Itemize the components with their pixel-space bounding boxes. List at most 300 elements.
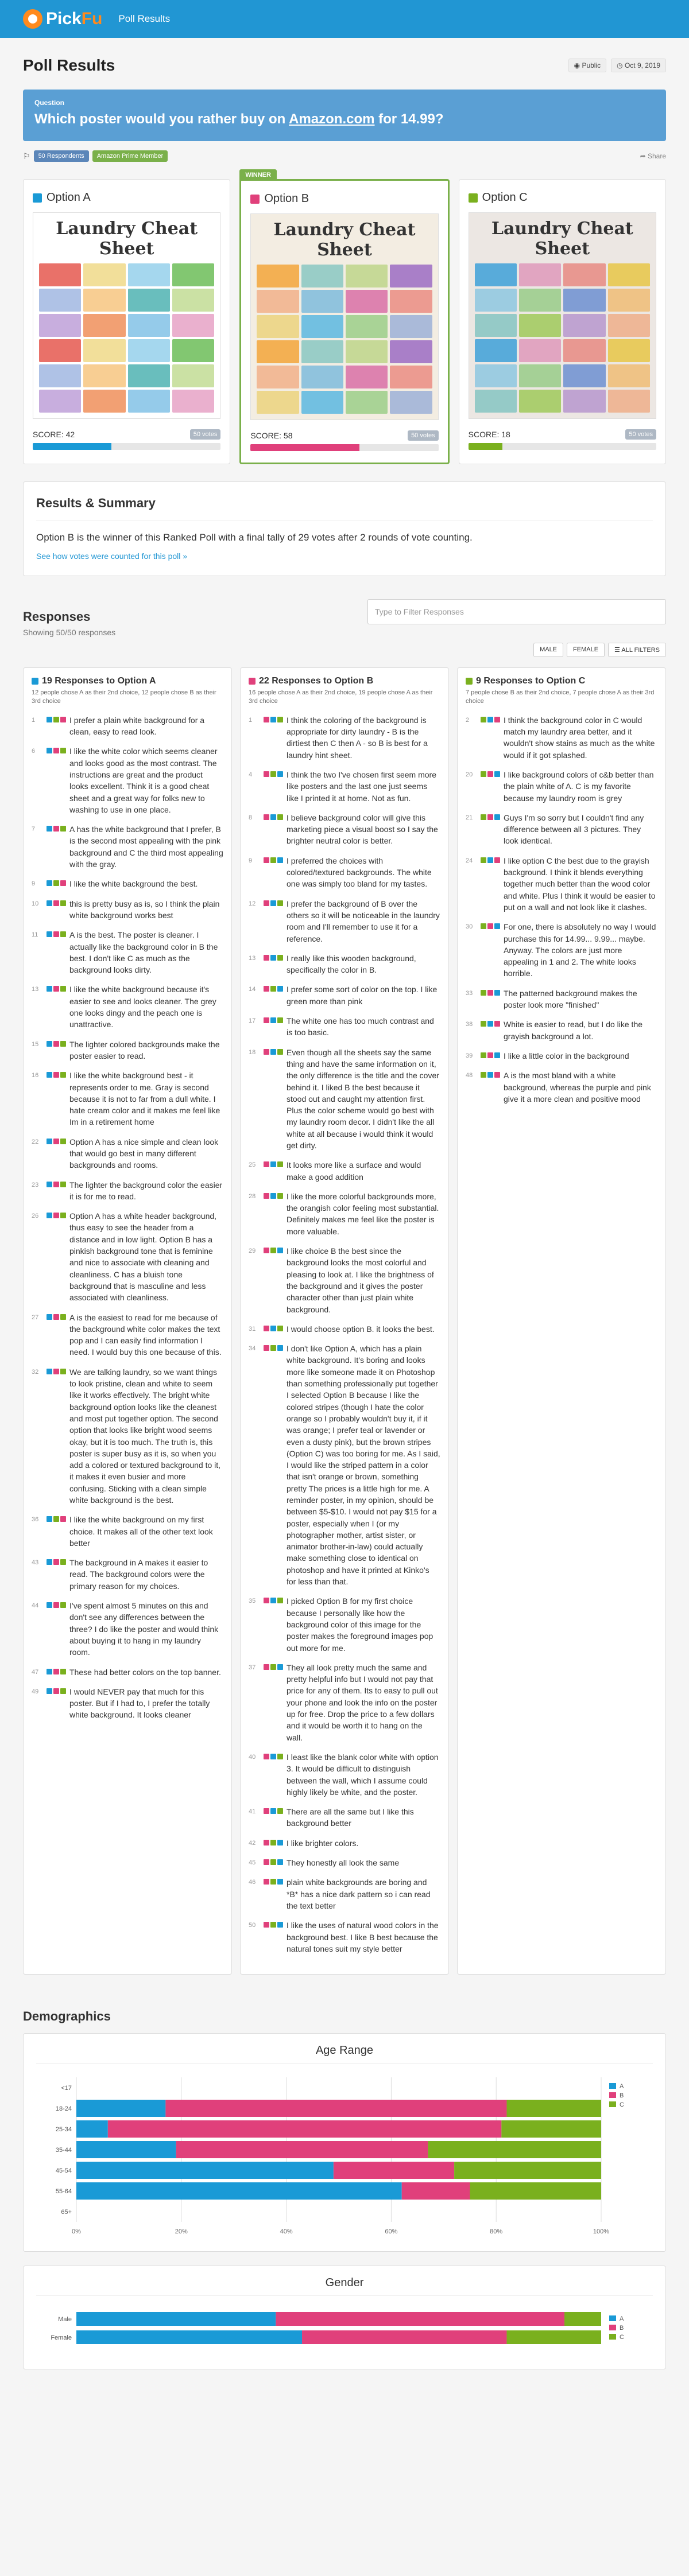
rank-swatch — [270, 1808, 276, 1814]
response-text: For one, there is absolutely no way I would purchase this for 14.99... 9.99... maybe. Anyway. The colors are just more appealing in 1 and 2. The white looks horrible. — [504, 922, 656, 978]
rank-swatch — [277, 1879, 283, 1885]
response-item — [249, 1015, 440, 1039]
rank-swatch — [60, 1602, 66, 1608]
score-bar — [250, 444, 438, 451]
poster-cell — [346, 340, 388, 363]
all-filters-button[interactable]: ☰ ALL FILTERS — [608, 643, 666, 657]
rank-swatch — [270, 1879, 276, 1885]
bar-segment-c — [454, 2162, 601, 2179]
respondent-number: 40 — [249, 1753, 256, 1761]
poster-image[interactable] — [33, 212, 220, 419]
respondent-number: 12 — [249, 900, 256, 907]
rank-swatch — [53, 986, 59, 992]
rank-order — [47, 898, 66, 922]
rank-swatch — [60, 880, 66, 886]
rank-order — [264, 1751, 283, 1798]
rank-order — [47, 1366, 66, 1506]
rank-swatch — [277, 1922, 283, 1928]
option-card-a[interactable] — [23, 179, 230, 464]
rank-order — [264, 1806, 283, 1829]
poster-cell — [475, 289, 517, 312]
rank-swatch — [277, 1193, 283, 1199]
poster-cell — [390, 290, 432, 313]
amazon-link[interactable]: Amazon.com — [289, 111, 375, 127]
rank-swatch — [277, 1664, 283, 1670]
y-category-label: 65+ — [61, 2209, 72, 2216]
response-text: this is pretty busy as is, so I think the plain white background works best — [69, 899, 220, 920]
question-label: Question — [34, 99, 65, 107]
poster-cell — [301, 290, 343, 313]
vote-count-link[interactable]: See how votes were counted for this poll » — [36, 551, 188, 561]
bar-segment-c — [506, 2100, 601, 2117]
response-item — [249, 1751, 440, 1798]
rank-swatch — [270, 1345, 276, 1351]
column-title: 22 Responses to Option B — [259, 676, 374, 686]
rank-swatch — [47, 1213, 52, 1218]
rank-swatch — [264, 1808, 269, 1814]
response-text: They honestly all look the same — [287, 1858, 400, 1868]
age-chart-svg — [36, 2072, 653, 2238]
rank-order — [264, 855, 283, 890]
rank-swatch — [47, 1369, 52, 1374]
rank-order — [264, 1920, 283, 1955]
response-text: I like option C the best due to the grayish background. I think it blends everything together much better than the wood color and white. Plus I think it would be easier to put on a wall and not look like it clashes. — [504, 856, 656, 912]
poster-cell — [83, 289, 125, 312]
respondent-number: 1 — [249, 716, 253, 724]
respondent-number: 32 — [32, 1368, 39, 1376]
poster-cell — [172, 289, 214, 312]
response-text: I prefer the background of B over the others so it will be noticeable in the laundry room and I'll remember to use it for a reference. — [287, 899, 440, 943]
column-subtitle: 7 people chose B as their 2nd choice, 7 people chose A as their 3rd choice — [466, 689, 655, 705]
rank-swatch — [494, 771, 500, 777]
poster-cell — [346, 290, 388, 313]
respondent-number: 23 — [32, 1181, 39, 1188]
rank-swatch — [53, 1602, 59, 1608]
respondents-tag: 50 Respondents — [34, 150, 89, 162]
response-text: Option A has a white header background, thus easy to see the header from a distance and in low light. Option B has a pinkish background tone that is feminine and nice to associate with cleaning and cleanliness. C has a bluish tone background that is masculine and less associated with cleanliness. — [69, 1211, 217, 1303]
rank-swatch — [53, 1213, 59, 1218]
response-text: Even though all the sheets say the same thing and have the same information on it, the only difference is the title and the cover behind it. I liked B the best because it stood out and caught my attention first. Plus the color scheme would go best with my laundry room decor. I didn't like the all white at all because i would think it would get dirty. — [287, 1047, 439, 1150]
nav-poll-results[interactable]: Poll Results — [118, 13, 171, 24]
respondent-number: 25 — [249, 1161, 256, 1169]
y-category-label: Male — [58, 2316, 72, 2324]
respondent-number: 15 — [32, 1040, 39, 1048]
poster-cell — [257, 391, 299, 414]
rank-swatch — [487, 990, 493, 996]
poster-cell — [39, 364, 81, 387]
poster-title: Laundry Cheat Sheet — [56, 219, 198, 259]
rank-swatch — [270, 1859, 276, 1865]
respondent-number: 9 — [32, 880, 36, 888]
rank-swatch — [270, 814, 276, 820]
response-text: I really like this wooden background, specifically the color in B. — [287, 953, 416, 975]
bar-segment-b — [402, 2182, 470, 2200]
panel-tag: Amazon Prime Member — [92, 150, 168, 162]
rank-order — [47, 878, 66, 889]
rank-swatch — [47, 986, 52, 992]
rank-swatch — [277, 857, 283, 863]
poster-cell — [563, 263, 605, 286]
rank-swatch — [53, 880, 59, 886]
rank-swatch — [264, 1049, 269, 1055]
score-text: SCORE: 18 — [468, 430, 510, 439]
rank-swatch — [264, 1017, 269, 1023]
poster-cell — [475, 339, 517, 362]
bar-segment-b — [334, 2162, 454, 2179]
option-color-swatch — [466, 678, 473, 685]
rank-swatch — [270, 986, 276, 992]
male-filter-button[interactable]: MALE — [533, 643, 563, 657]
response-item — [32, 1514, 223, 1549]
summary-text: Option B is the winner of this Ranked Poll with a final tally of 29 votes after 2 rounds of vote counting. — [36, 532, 473, 543]
rank-swatch — [270, 1598, 276, 1603]
rank-swatch — [264, 1326, 269, 1331]
legend-label: B — [620, 2325, 624, 2332]
pickfu-logo[interactable] — [23, 9, 102, 29]
rank-order — [481, 855, 500, 913]
results-summary — [23, 481, 666, 576]
response-item — [466, 1070, 657, 1105]
respondent-number: 39 — [466, 1052, 473, 1059]
summary-title: Results & Summary — [36, 496, 653, 520]
rank-order — [481, 714, 500, 761]
response-text: plain white backgrounds are boring and *B* has a nice dark pattern so i can read the text better — [287, 1878, 431, 1910]
response-item — [249, 1323, 440, 1335]
rank-swatch — [277, 1049, 283, 1055]
poster-cell — [608, 339, 650, 362]
score-text: SCORE: 58 — [250, 431, 293, 440]
bar-segment-c — [470, 2182, 602, 2200]
share-button[interactable]: ➦ Share — [640, 152, 666, 160]
votes-badge: 50 votes — [190, 429, 221, 440]
poster-cell — [519, 314, 561, 337]
response-column-a — [23, 667, 232, 1975]
score-bar-fill — [469, 443, 502, 450]
rank-swatch — [264, 955, 269, 961]
poster-cell — [563, 364, 605, 387]
rank-order — [47, 1600, 66, 1658]
poster-cell — [257, 265, 299, 287]
response-text: I think the background color in C would match my laundry area better, and it wouldn't show stains as much as the white would if it got splashed. — [504, 715, 655, 760]
rank-swatch — [277, 1248, 283, 1253]
response-text: I like the white background because it's easier to see and looks cleaner. The grey one looks dingy and the peach one is unattractive. — [69, 985, 216, 1029]
option-label: Option C — [482, 191, 528, 204]
response-text: I like the more colorful backgrounds more, the orangish color feeling most substantial. Definitely makes me feel like the poster is more valuable. — [287, 1191, 439, 1236]
y-category-label: 35-44 — [55, 2147, 72, 2154]
filter-input[interactable]: Type to Filter Responses — [367, 599, 666, 624]
rank-swatch — [277, 717, 283, 722]
response-item — [249, 714, 440, 761]
rank-swatch — [494, 1021, 500, 1027]
bar-segment-b — [276, 2312, 564, 2326]
respondent-number: 16 — [32, 1072, 39, 1079]
poster-cell — [563, 339, 605, 362]
respondent-number: 11 — [32, 931, 38, 939]
bar-segment-a — [76, 2100, 165, 2117]
response-item — [32, 1600, 223, 1658]
poster-cell — [519, 289, 561, 312]
bar-segment-b — [165, 2100, 506, 2117]
response-item — [466, 921, 657, 979]
poster-cell — [519, 263, 561, 286]
female-filter-button[interactable]: FEMALE — [567, 643, 605, 657]
rank-swatch — [53, 1182, 59, 1187]
question-box — [23, 90, 666, 141]
response-text: I picked Option B for my first choice because I personally like how the background color of this image for the poster makes the foreground images pop out more for me. — [287, 1596, 433, 1653]
rank-swatch — [53, 717, 59, 722]
poster-cell — [83, 314, 125, 337]
bar-segment-a — [76, 2120, 108, 2138]
poster-cell — [475, 263, 517, 286]
response-item — [249, 769, 440, 804]
rank-swatch — [270, 1754, 276, 1759]
age-chart-title: Age Range — [36, 2044, 653, 2064]
response-text: They all look pretty much the same and pretty helpful info but I would not pay that price for any of them. Its to easy to pull out your phone and look the info on the poster up for free. Drop the price to a few dollars and it would be worth it to hang on the wall. — [287, 1662, 438, 1742]
respondent-number: 45 — [249, 1859, 256, 1867]
rank-swatch — [53, 1516, 59, 1522]
poster-cell — [608, 289, 650, 312]
response-item — [32, 878, 223, 889]
rank-swatch — [270, 1248, 276, 1253]
rank-swatch — [494, 857, 500, 863]
poster-cell — [346, 391, 388, 414]
poster-cell — [301, 391, 343, 414]
poster-cell — [608, 364, 650, 387]
rank-order — [264, 1245, 283, 1315]
response-text: The white one has too much contrast and is too basic. — [287, 1016, 434, 1038]
respondent-number: 37 — [249, 1664, 256, 1671]
rank-order — [264, 714, 283, 761]
rank-order — [481, 1019, 500, 1042]
rank-swatch — [47, 1072, 52, 1078]
response-text: I like the white background the best. — [69, 879, 198, 889]
rank-swatch — [487, 717, 493, 722]
rank-swatch — [494, 1052, 500, 1058]
response-text: I like brighter colors. — [287, 1838, 359, 1848]
option-label: Option A — [47, 191, 91, 204]
y-category-label: 55-64 — [55, 2188, 72, 2196]
y-category-label: 25-34 — [55, 2126, 72, 2134]
rank-swatch — [277, 986, 283, 992]
rank-swatch — [47, 1139, 52, 1144]
score-text: SCORE: 42 — [33, 430, 75, 439]
response-text: White is easier to read, but I do like the grayish background a lot. — [504, 1020, 643, 1041]
rank-swatch — [60, 717, 66, 722]
rank-swatch — [481, 923, 486, 929]
rank-order — [264, 984, 283, 1007]
response-item — [249, 1876, 440, 1911]
rank-order — [264, 1343, 283, 1587]
response-item — [466, 714, 657, 761]
respondent-number: 14 — [249, 986, 256, 993]
response-text: I least like the blank color white with option 3. It would be difficult to distinguish between the wall, which I assume could highly likely be white, and the poster. — [287, 1752, 439, 1797]
rank-swatch — [481, 717, 486, 722]
rank-swatch — [264, 1161, 269, 1167]
response-text: I like the white background best - it represents order to me. Gray is second because it is not to far from a dull white. I hate cream color and it makes me feel like Im in a retirement home — [69, 1071, 220, 1127]
x-tick-label: 40% — [280, 2228, 293, 2236]
poster-cell — [519, 339, 561, 362]
rank-swatch — [277, 1326, 283, 1331]
rank-swatch — [270, 900, 276, 906]
rank-order — [481, 988, 500, 1011]
response-item — [249, 1595, 440, 1653]
respondent-number: 2 — [466, 716, 470, 724]
rank-swatch — [60, 1669, 66, 1674]
bar-segment-c — [428, 2141, 601, 2158]
response-item — [249, 1806, 440, 1829]
response-item — [466, 769, 657, 804]
rank-swatch — [277, 1808, 283, 1814]
bar-segment-b — [108, 2120, 502, 2138]
rank-swatch — [270, 1840, 276, 1845]
response-item — [32, 1666, 223, 1678]
response-item — [32, 929, 223, 976]
poster-image[interactable] — [469, 212, 656, 419]
poster-cell — [172, 364, 214, 387]
rank-swatch — [494, 923, 500, 929]
poster-cell — [172, 263, 214, 286]
rank-order — [47, 714, 66, 738]
response-text: I think the two I've chosen first seem more like posters and the last one just seems like I printed it at home. Not as fun. — [287, 770, 437, 803]
rank-swatch — [53, 748, 59, 753]
rank-swatch — [264, 1879, 269, 1885]
poster-cell — [301, 315, 343, 338]
rank-swatch — [277, 1017, 283, 1023]
response-item — [249, 1159, 440, 1183]
rank-swatch — [270, 1017, 276, 1023]
respondent-number: 44 — [32, 1602, 39, 1610]
response-text: I would NEVER pay that much for this poster. But if I had to, I prefer the totally white background. It looks cleaner — [69, 1687, 210, 1720]
rank-swatch — [277, 1345, 283, 1351]
poster-cell — [257, 315, 299, 338]
respondent-number: 47 — [32, 1668, 39, 1676]
rank-order — [481, 1050, 500, 1062]
rank-swatch — [47, 1182, 52, 1187]
bar-segment-c — [501, 2120, 601, 2138]
rank-swatch — [60, 1041, 66, 1047]
response-text: I've spent almost 5 minutes on this and don't see any differences between the three? I do like the poster and would think about buying it to hang in my laundry room. — [69, 1601, 219, 1657]
response-text: I preferred the choices with colored/textured backgrounds. The white one was simply too bland for my tastes. — [287, 856, 432, 889]
legend-swatch — [609, 2083, 616, 2089]
rank-swatch — [60, 1182, 66, 1187]
poster-cell — [475, 364, 517, 387]
poster-title: Laundry Cheat Sheet — [273, 220, 416, 260]
rank-order — [47, 745, 66, 815]
response-text: The patterned background makes the poster look more "finished" — [504, 988, 637, 1010]
y-category-label: 45-54 — [55, 2167, 72, 2175]
response-item — [32, 1686, 223, 1721]
poster-cell — [128, 314, 170, 337]
column-subtitle: 12 people chose A as their 2nd choice, 12 people chose B as their 3rd choice — [32, 689, 216, 705]
rank-swatch — [264, 900, 269, 906]
response-item — [32, 1210, 223, 1303]
response-text: A is the best. The poster is cleaner. I actually like the background color in B the best. I don't like C as much as the background looks dirty. — [69, 930, 218, 975]
response-text: I prefer a plain white background for a clean, easy to read look. — [69, 715, 205, 737]
response-text: We are talking laundry, so we want things to look pristine, clean and white to seem like it works effectively. The bright white background option looks like the cleanest and most put together option. The second option that looks like bright wood seems okay, but it is too much. The truth is, this poster is super busy as it is, so when you add a colored or textured background to it, it makes it even busier and more confusing. Sticking with a clean simple white background is the best. — [69, 1367, 221, 1505]
rank-swatch — [277, 1598, 283, 1603]
options-row — [23, 171, 666, 481]
poster-image[interactable] — [250, 213, 438, 420]
response-text: I like the uses of natural wood colors in the background best. I like B best because the natural tones suit my style better — [287, 1921, 439, 1953]
response-item — [466, 855, 657, 913]
rank-swatch — [264, 1840, 269, 1845]
response-item — [32, 984, 223, 1030]
rank-swatch — [487, 923, 493, 929]
rank-swatch — [264, 986, 269, 992]
column-subtitle: 16 people chose A as their 2nd choice, 19 people chose A as their 3rd choice — [249, 689, 433, 705]
respondent-number: 43 — [32, 1559, 39, 1567]
response-text: I don't like Option A, which has a plain white background. It's boring and looks more like someone made it on Photoshop than something professionally put together I selected Option B because I like the colored stripes (though I hate the color orange so I probably wouldn't buy it, if it was orange; I prefer teal or lavender or even a dusty pink), but the brown stripes (Option C) was too boring for me. As I said, I would like the striped pattern in a color that isn't orange or brown, something pretty The prices is a little high for me. A reminder poster, in my opinion, should be between $5-$10. I would not pay $15 for a poster, especially when I (or my photographer mother, artist sister, or animator brother-in-law) could actually make something close to identical on photoshop and have it printed at Kinko's for less than that. — [287, 1344, 440, 1587]
rank-swatch — [47, 748, 52, 753]
response-item — [249, 953, 440, 976]
response-text: There are all the same but I like this background better — [287, 1807, 414, 1828]
poster-cell — [39, 289, 81, 312]
rank-order — [264, 1159, 283, 1183]
response-text: I prefer some sort of color on the top. I like green more than pink — [287, 985, 438, 1006]
responses-title: Responses — [23, 609, 91, 624]
legend-swatch — [609, 2315, 616, 2321]
rank-order — [264, 1662, 283, 1743]
bar-segment-a — [76, 2330, 302, 2344]
rank-swatch — [60, 1688, 66, 1694]
score-bar — [33, 443, 220, 450]
rank-swatch — [53, 1559, 59, 1565]
rank-order — [264, 1047, 283, 1152]
respondent-number: 28 — [249, 1192, 256, 1200]
rank-swatch — [270, 1193, 276, 1199]
poster-cell — [346, 366, 388, 388]
option-card-c[interactable] — [459, 179, 666, 464]
respondent-number: 7 — [32, 826, 36, 833]
rank-swatch — [494, 814, 500, 820]
response-item — [249, 1662, 440, 1743]
response-item — [249, 1245, 440, 1315]
response-text: I like the white background on my first choice. It makes all of the other text look better — [69, 1515, 213, 1548]
rank-swatch — [264, 1754, 269, 1759]
response-text: The lighter colored backgrounds make the poster easier to read. — [69, 1039, 220, 1060]
response-text: I would choose option B. it looks the best. — [287, 1324, 435, 1334]
respondent-number: 34 — [249, 1345, 256, 1353]
rank-swatch — [60, 1516, 66, 1522]
option-card-b[interactable] — [239, 172, 449, 464]
poster-cell — [172, 339, 214, 362]
response-text: I think the coloring of the background is appropriate for dirty laundry - B is the dirtiest then C then A - so B is best for a laundry hint sheet. — [287, 715, 428, 760]
rank-swatch — [494, 717, 500, 722]
rank-swatch — [270, 771, 276, 777]
response-item — [249, 1857, 440, 1868]
rank-swatch — [53, 1369, 59, 1374]
poster-cell — [346, 315, 388, 338]
rank-order — [481, 812, 500, 847]
respondent-number: 8 — [249, 814, 253, 821]
rank-order — [264, 953, 283, 976]
poster-cell — [519, 364, 561, 387]
rank-order — [47, 823, 66, 870]
response-item — [32, 1039, 223, 1062]
rank-swatch — [487, 1072, 493, 1078]
rank-order — [47, 1179, 66, 1203]
respondent-number: 10 — [32, 900, 39, 907]
respondent-number: 27 — [32, 1314, 39, 1321]
gender-chart-title: Gender — [36, 2276, 653, 2296]
column-title: 9 Responses to Option C — [476, 676, 586, 686]
rank-swatch — [47, 900, 52, 906]
response-item — [249, 898, 440, 945]
rank-swatch — [47, 880, 52, 886]
votes-badge: 50 votes — [408, 430, 439, 441]
rank-swatch — [270, 1922, 276, 1928]
option-color-swatch — [249, 678, 256, 685]
